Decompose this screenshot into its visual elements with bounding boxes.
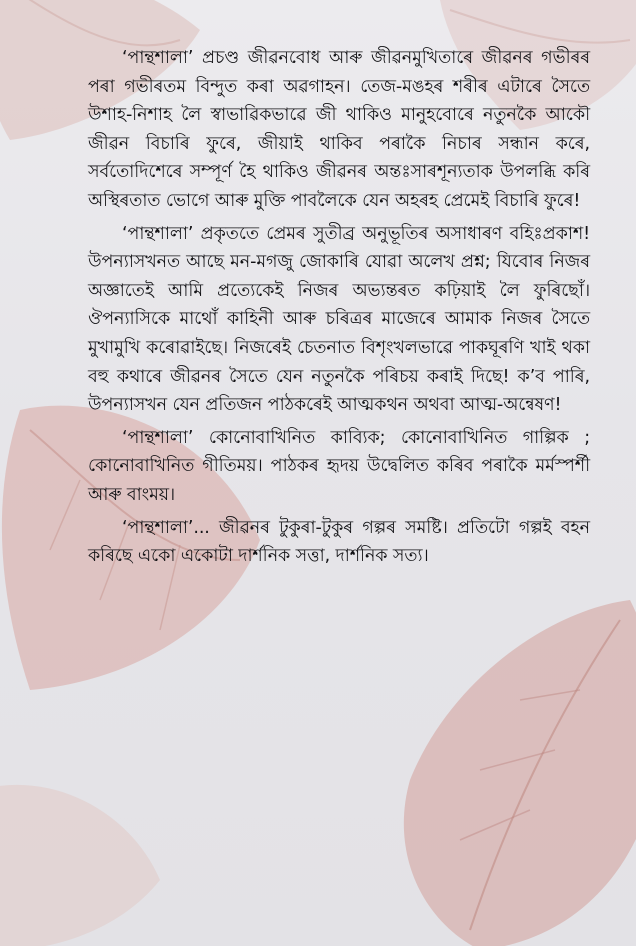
paragraph-4: ‘পান্থশালা’... জীৱনৰ টুকুৰা-টুকুৰ গল্পৰ সমষ্টি। প্ৰতিটো গল্পই বহন কৰিছে একো একোটা দাৰ্শনিক সত্তা, দাৰ্শনিক সত্য।	[88, 517, 590, 567]
paragraph-1: ‘পান্থশালা’ প্ৰচণ্ড জীৱনবোধ আৰু জীৱনমুখিতাৰে জীৱনৰ গভীৰৰ পৰা গভীৰতম বিন্দুত কৰা অৱগাহন। তেজ-মঙহৰ শৰীৰ এটাৰে সৈতে উশাহ-নিশাহ লৈ স্বাভাৱিকভাৱে জী থাকিও মানুহবোৰে নতুনকৈ আকৌ জীৱন বিচাৰি ফুৰে, জীয়াই থাকিব পৰাকৈ নিচাৰ সন্ধান কৰে, সৰ্বতোদিশেৰে সম্পূৰ্ণ হৈ থাকিও জীৱনৰ অন্তঃসাৰশূন্যতাক উপলব্ধি কৰি অস্থিৰতাত ভোগে আৰু মুক্তি পাবলৈকে যেন অহৰহ প্ৰেমেই বিচাৰি ফুৰে!	[88, 48, 590, 211]
paragraph-3: ‘পান্থশালা’ কোনোবাখিনিত কাব্যিক; কোনোবাখিনিত গাল্পিক ; কোনোবাখিনিত গীতিময়। পাঠকৰ হৃদয় উদ্বেলিত কৰিব পৰাকৈ মৰ্মস্পৰ্শী আৰু বাংময়।	[88, 427, 590, 505]
paragraph-2: ‘পান্থশালা’ প্ৰকৃততে প্ৰেমৰ সুতীব্ৰ অনুভূতিৰ অসাধাৰণ বহিঃপ্ৰকাশ! উপন্যাসখনত আছে মন-মগজু জোকাৰি যোৱা অলেখ প্ৰশ্ন; যিবোৰ নিজৰ অজ্ঞাতেই আমি প্ৰত্যেকেই নিজৰ অভ্যন্তৰত কঢ়িয়াই লৈ ফুৰিছোঁ। ঔপন্যাসিকে মাথোঁ কাহিনী আৰু চৰিত্ৰৰ মাজেৰে আমাক নিজৰ সৈতে মুখামুখি কৰোৱাইছে। নিজৰেই চেতনাত বিশৃংখলভাৱে পাকঘূৰণি খাই থকা বহু কথাৰে জীৱনৰ সৈতে যেন নতুনকৈ পৰিচয় কৰাই দিছে! ক’ব পাৰি, উপন্যাসখন যেন প্ৰতিজন পাঠকৰেই আত্মকথন অথবা আত্ম-অন্বেষণ!	[88, 223, 590, 416]
blurb-text	[88, 44, 590, 914]
